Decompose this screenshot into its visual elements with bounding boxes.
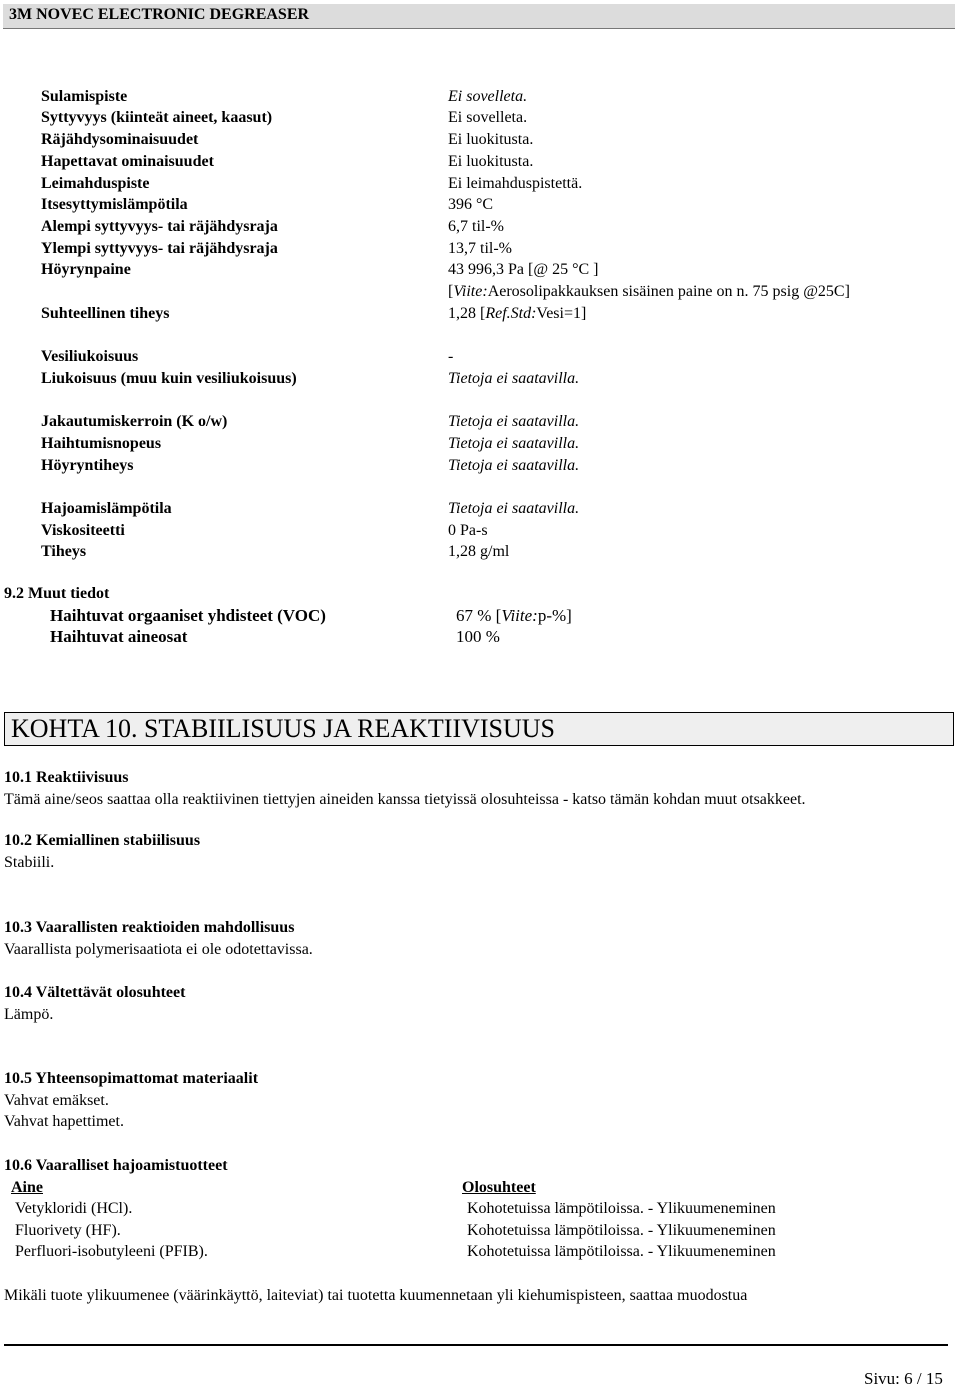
subsection-heading: 10.4 Vältettävät olosuhteet (4, 984, 186, 1001)
body-text: Vahvat hapettimet. (4, 1113, 124, 1130)
prop-value: 13,7 til-% (448, 240, 512, 257)
subsection-heading: 10.3 Vaarallisten reaktioiden mahdollisuus (4, 919, 295, 936)
prop-value: 1,28 g/ml (448, 543, 510, 560)
volatile-label: Haihtuvat aineosat (50, 627, 188, 646)
prop-value: Tietoja ei saatavilla. (448, 457, 580, 474)
table-cell-olosuhteet: Kohotetuissa lämpötiloissa. - Ylikuumeneminen (467, 1222, 776, 1239)
prop-label: Räjähdysominaisuudet (41, 131, 199, 148)
prop-value: 396 °C (448, 196, 494, 213)
subsection-heading: 10.6 Vaaralliset hajoamistuotteet (4, 1157, 228, 1174)
prop-label: Höyrynpaine (41, 261, 131, 278)
prop-label: Alempi syttyvyys- tai räjähdysraja (41, 218, 278, 235)
table-cell-aine: Fluorivety (HF). (15, 1222, 121, 1239)
volatile-value: 100 % (456, 627, 500, 646)
prop-label: Ylempi syttyvyys- tai räjähdysraja (41, 240, 278, 257)
subsection-heading: 10.5 Yhteensopimattomat materiaalit (4, 1070, 259, 1087)
prop-value-reference: [Viite:Aerosolipakkauksen sisäinen paine on n. 75 psig @25C] (448, 283, 850, 300)
prop-value: 6,7 til-% (448, 218, 504, 235)
page-number: Sivu: 6 / 15 (864, 1369, 943, 1388)
prop-value: 0 Pa-s (448, 522, 488, 539)
prop-label: Jakautumiskerroin (K o/w) (41, 413, 228, 430)
subsection-heading: 10.2 Kemiallinen stabiilisuus (4, 832, 201, 849)
prop-value: Tietoja ei saatavilla. (448, 413, 580, 430)
prop-label: Haihtumisnopeus (41, 435, 162, 452)
prop-value: Ei leimahduspistettä. (448, 175, 583, 192)
prop-label: Tiheys (41, 543, 87, 560)
table-cell-aine: Perfluori-isobutyleeni (PFIB). (15, 1243, 208, 1260)
body-text: Lämpö. (4, 1006, 54, 1023)
column-header-aine: Aine (11, 1179, 43, 1196)
prop-label: Höyryntiheys (41, 457, 134, 474)
prop-label: Liukoisuus (muu kuin vesiliukoisuus) (41, 370, 297, 387)
prop-value: Ei sovelleta. (448, 88, 528, 105)
voc-label: Haihtuvat orgaaniset yhdisteet (VOC) (50, 606, 326, 625)
prop-label: Viskositeetti (41, 522, 125, 539)
document-header (3, 4, 955, 29)
prop-value: Ei luokitusta. (448, 153, 534, 170)
prop-label: Leimahduspiste (41, 175, 150, 192)
prop-label: Suhteellinen tiheys (41, 305, 170, 322)
prop-value: Ei sovelleta. (448, 109, 528, 126)
table-cell-olosuhteet: Kohotetuissa lämpötiloissa. - Ylikuumeneminen (467, 1200, 776, 1217)
prop-value: Tietoja ei saatavilla. (448, 435, 580, 452)
section-title-box (4, 712, 954, 746)
body-text: Vaarallista polymerisaatiota ei ole odotettavissa. (4, 941, 313, 958)
prop-value: 43 996,3 Pa [@ 25 °C ] (448, 261, 599, 278)
table-cell-olosuhteet: Kohotetuissa lämpötiloissa. - Ylikuumeneminen (467, 1243, 776, 1260)
body-text: Vahvat emäkset. (4, 1092, 109, 1109)
subsection-heading: 9.2 Muut tiedot (4, 585, 110, 602)
prop-label: Hajoamislämpötila (41, 500, 172, 517)
voc-value: 67 % [Viite:p-%] (456, 606, 572, 625)
table-cell-aine: Vetykloridi (HCl). (15, 1200, 133, 1217)
subsection-heading: 10.1 Reaktiivisuus (4, 769, 129, 786)
column-header-olosuhteet: Olosuhteet (462, 1179, 536, 1196)
body-text: Tämä aine/seos saattaa olla reaktiivinen tiettyjen aineiden kanssa tietyissä olosuhteissa - katso tämän kohdan muut otsakkeet. (4, 791, 806, 808)
header-title: 3M NOVEC ELECTRONIC DEGREASER (9, 6, 310, 23)
section-title: KOHTA 10. STABIILISUUS JA REAKTIIVISUUS (11, 714, 556, 743)
prop-label: Syttyvyys (kiinteät aineet, kaasut) (41, 109, 273, 126)
prop-value: Tietoja ei saatavilla. (448, 500, 580, 517)
body-text: Mikäli tuote ylikuumenee (väärinkäyttö, laiteviat) tai tuotetta kuumennetaan yli kiehumispisteen, saattaa muodostua (4, 1287, 748, 1304)
prop-label: Hapettavat ominaisuudet (41, 153, 214, 170)
prop-value: Ei luokitusta. (448, 131, 534, 148)
prop-label: Vesiliukoisuus (41, 348, 139, 365)
footer-divider (4, 1344, 948, 1346)
prop-label: Itsesyttymislämpötila (41, 196, 188, 213)
prop-value: - (448, 348, 454, 365)
prop-value: Tietoja ei saatavilla. (448, 370, 580, 387)
prop-value: 1,28 [Ref.Std:Vesi=1] (448, 305, 587, 322)
body-text: Stabiili. (4, 854, 55, 871)
prop-label: Sulamispiste (41, 88, 128, 105)
